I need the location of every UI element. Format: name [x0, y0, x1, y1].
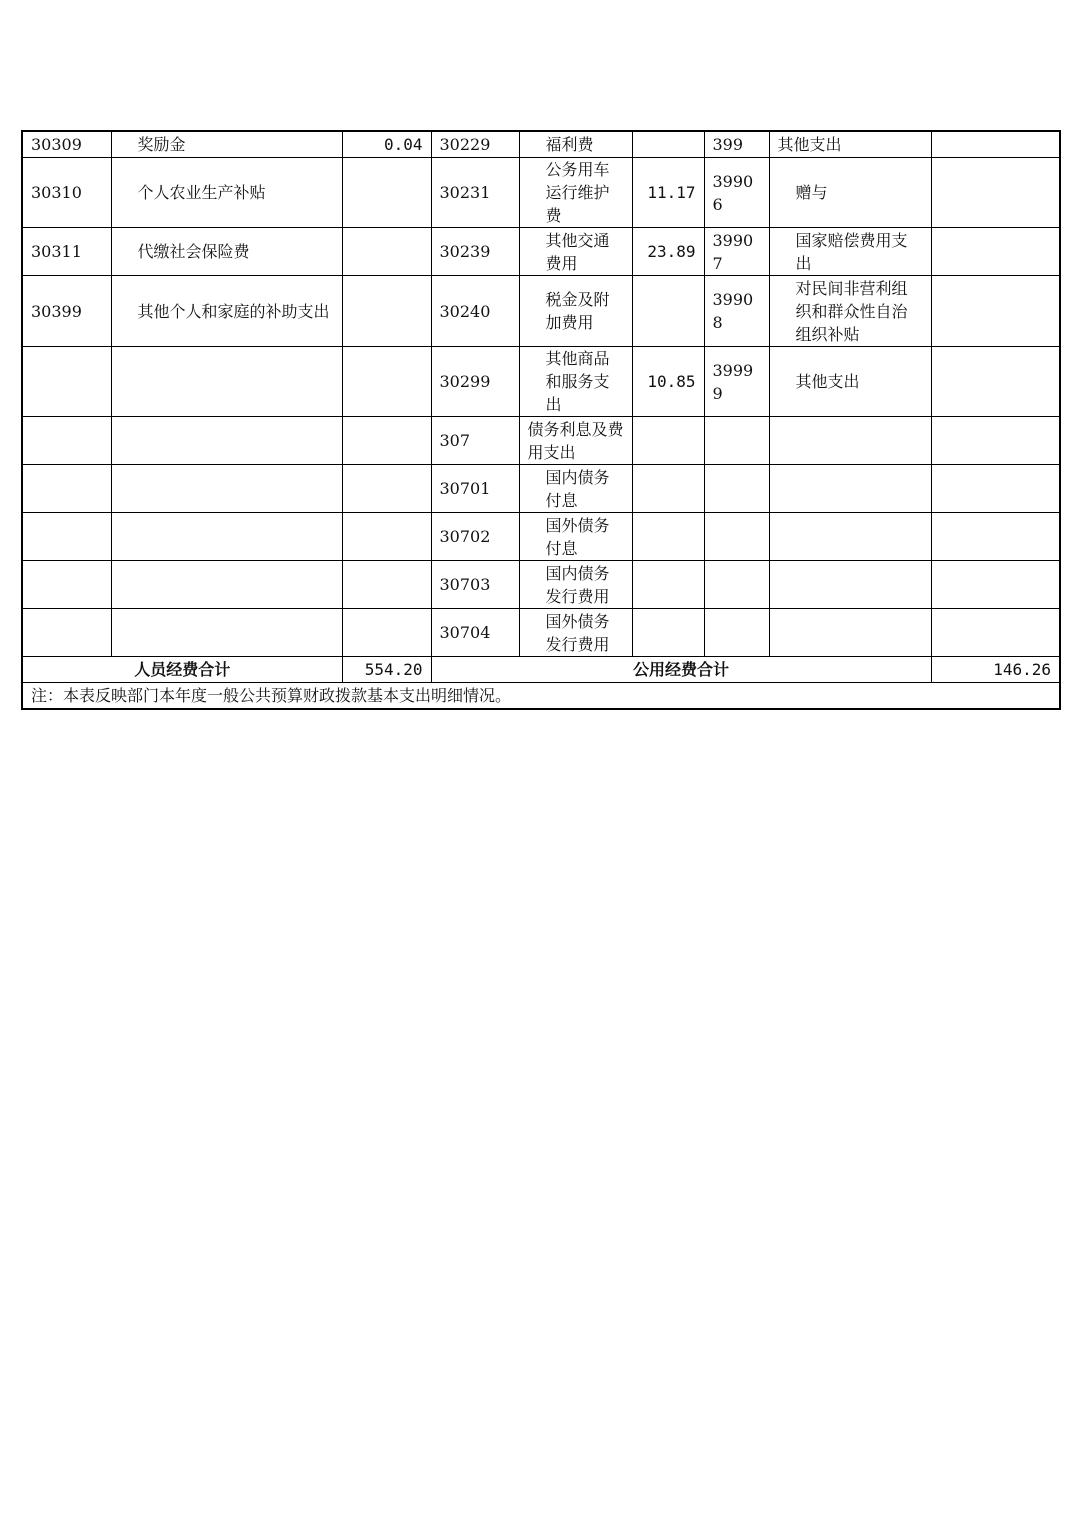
other-amount [931, 347, 1060, 417]
personnel-amount [342, 417, 431, 465]
public-name-text: 其他商品和服务支出 [545, 349, 610, 414]
personnel-name [111, 276, 342, 347]
other-name [769, 561, 931, 609]
public-name [519, 158, 632, 228]
personnel-name [111, 417, 342, 465]
table-row [22, 417, 1060, 465]
personnel-name [111, 609, 342, 657]
public-code: 30702 [431, 513, 519, 561]
personnel-amount [342, 513, 431, 561]
other-name [769, 513, 931, 561]
personnel-code [22, 513, 111, 561]
other-name [769, 347, 931, 417]
note-row [22, 683, 1060, 710]
other-code [704, 561, 769, 609]
personnel-code: 30309 [22, 131, 111, 158]
other-name-text: 国家赔偿费用支出 [795, 230, 908, 273]
public-name [519, 417, 632, 465]
budget-sheet [21, 130, 1059, 710]
public-name [519, 561, 632, 609]
other-code [704, 417, 769, 465]
personnel-name [111, 513, 342, 561]
public-code: 30240 [431, 276, 519, 347]
other-code: 39907 [704, 228, 769, 276]
personnel-code [22, 609, 111, 657]
public-name-text: 国外债务付息 [545, 515, 610, 558]
other-amount [931, 131, 1060, 158]
public-amount [632, 465, 704, 513]
public-name [519, 228, 632, 276]
other-name-text: 赠与 [795, 183, 828, 202]
personnel-name-text: 代缴社会保险费 [137, 242, 250, 261]
public-code: 30703 [431, 561, 519, 609]
other-name-text: 其他支出 [777, 135, 842, 154]
table-row [22, 609, 1060, 657]
other-code: 399 [704, 131, 769, 158]
other-amount [931, 417, 1060, 465]
public-amount: 23.89 [632, 228, 704, 276]
public-code: 30299 [431, 347, 519, 417]
table-row [22, 276, 1060, 347]
personnel-name [111, 131, 342, 158]
other-amount [931, 228, 1060, 276]
personnel-amount [342, 465, 431, 513]
other-name [769, 465, 931, 513]
personnel-total-label: 人员经费合计 [22, 657, 342, 683]
other-code [704, 465, 769, 513]
personnel-code [22, 561, 111, 609]
personnel-amount [342, 228, 431, 276]
other-amount [931, 276, 1060, 347]
personnel-amount [342, 158, 431, 228]
other-code: 39906 [704, 158, 769, 228]
public-amount: 11.17 [632, 158, 704, 228]
other-code: 39908 [704, 276, 769, 347]
table-row [22, 465, 1060, 513]
table-row [22, 347, 1060, 417]
public-name [519, 465, 632, 513]
other-code [704, 609, 769, 657]
other-code: 39999 [704, 347, 769, 417]
public-name-text: 债务利息及费用支出 [527, 419, 624, 462]
personnel-amount [342, 347, 431, 417]
public-name-text: 税金及附加费用 [545, 290, 610, 332]
personnel-code: 30399 [22, 276, 111, 347]
personnel-amount [342, 561, 431, 609]
public-code: 30231 [431, 158, 519, 228]
other-name [769, 276, 931, 347]
personnel-name [111, 158, 342, 228]
public-code: 307 [431, 417, 519, 465]
table-note: 注：本表反映部门本年度一般公共预算财政拨款基本支出明细情况。 [22, 683, 1060, 710]
personnel-name-text: 个人农业生产补贴 [137, 183, 266, 202]
public-amount [632, 131, 704, 158]
expenditure-detail-table [21, 130, 1061, 710]
public-code: 30239 [431, 228, 519, 276]
personnel-total-value: 554.20 [342, 657, 431, 683]
public-amount [632, 417, 704, 465]
totals-row [22, 657, 1060, 683]
public-total-value: 146.26 [931, 657, 1060, 683]
other-amount [931, 561, 1060, 609]
table-row [22, 513, 1060, 561]
public-code: 30704 [431, 609, 519, 657]
personnel-amount [342, 609, 431, 657]
personnel-code: 30310 [22, 158, 111, 228]
personnel-name [111, 465, 342, 513]
public-name-text: 国内债务付息 [545, 467, 610, 510]
public-name [519, 347, 632, 417]
public-amount [632, 561, 704, 609]
other-amount [931, 465, 1060, 513]
other-name-text: 对民间非营利组织和群众性自治组织补贴 [795, 278, 908, 344]
table-body [22, 131, 1060, 709]
public-name-text: 国内债务发行费用 [545, 563, 610, 606]
public-name-text: 国外债务发行费用 [545, 611, 610, 654]
public-code: 30229 [431, 131, 519, 158]
personnel-code [22, 465, 111, 513]
personnel-name-text: 奖励金 [137, 135, 186, 154]
table-row [22, 131, 1060, 158]
public-name-text: 公务用车运行维护费 [545, 160, 610, 225]
public-total-label: 公用经费合计 [431, 657, 931, 683]
personnel-code [22, 417, 111, 465]
public-name [519, 513, 632, 561]
public-name [519, 131, 632, 158]
personnel-name-text: 其他个人和家庭的补助支出 [137, 301, 330, 321]
other-amount [931, 609, 1060, 657]
other-name [769, 417, 931, 465]
personnel-amount: 0.04 [342, 131, 431, 158]
public-amount [632, 276, 704, 347]
public-name-text: 福利费 [545, 135, 594, 154]
table-row [22, 228, 1060, 276]
other-name [769, 131, 931, 158]
other-name [769, 228, 931, 276]
personnel-name [111, 347, 342, 417]
public-amount [632, 513, 704, 561]
public-name [519, 276, 632, 347]
public-code: 30701 [431, 465, 519, 513]
personnel-code [22, 347, 111, 417]
other-amount [931, 513, 1060, 561]
public-amount [632, 609, 704, 657]
public-amount: 10.85 [632, 347, 704, 417]
other-amount [931, 158, 1060, 228]
other-name [769, 158, 931, 228]
personnel-name [111, 228, 342, 276]
other-name [769, 609, 931, 657]
table-row [22, 158, 1060, 228]
public-name-text: 其他交通费用 [545, 230, 610, 273]
personnel-name [111, 561, 342, 609]
other-name-text: 其他支出 [795, 372, 860, 391]
personnel-amount [342, 276, 431, 347]
public-name [519, 609, 632, 657]
personnel-code: 30311 [22, 228, 111, 276]
other-code [704, 513, 769, 561]
table-row [22, 561, 1060, 609]
